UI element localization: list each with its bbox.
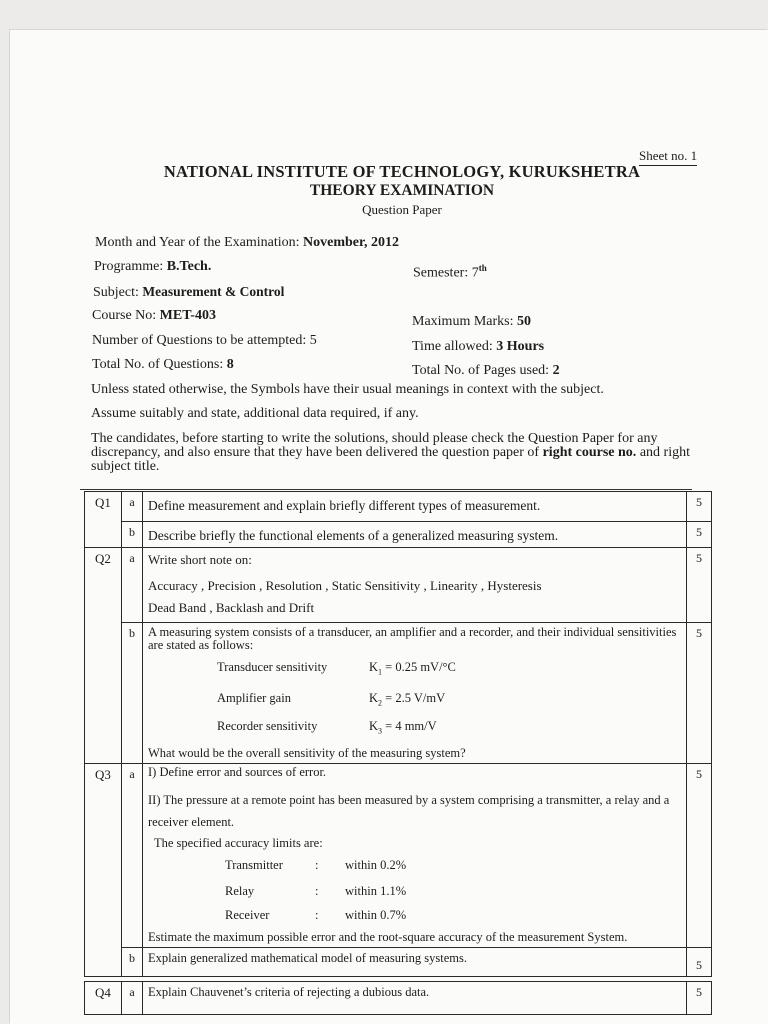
sensitivity-value <box>364 658 461 682</box>
table-row <box>85 492 712 522</box>
list-item <box>220 856 411 875</box>
accuracy-value: within 1.1% <box>345 883 407 898</box>
question-number: Q1 <box>85 492 122 548</box>
semester <box>413 263 487 282</box>
max-marks-label: Maximum Marks: <box>412 314 514 329</box>
element-name: Transmitter <box>225 857 283 872</box>
part-label: a <box>122 981 143 1014</box>
exam-month <box>95 235 399 251</box>
subject-label: Subject: <box>93 285 139 300</box>
question-table <box>84 491 712 1015</box>
question-text: Describe briefly the functional elements of a generalized measuring system. <box>143 522 687 548</box>
sensitivity-name: Transducer sensitivity <box>217 660 328 674</box>
attempt-label: Number of Questions to be attempted: <box>92 333 307 348</box>
instruction-assume: Assume suitably and state, additional data required, if any. <box>91 406 419 421</box>
exam-title: THEORY EXAMINATION <box>309 182 495 199</box>
question-line: A measuring system consists of a transducer, an amplifier and a recorder, and their individual sensitivities are stated as follows: <box>148 625 677 652</box>
question-number: Q3 <box>85 763 122 976</box>
exam-month-label: Month and Year of the Examination: <box>95 235 300 250</box>
question-number: Q2 <box>85 548 122 764</box>
value: = 2.5 V/mV <box>382 690 446 705</box>
course-label: Course No: <box>92 308 157 323</box>
sensitivity-table <box>212 658 461 741</box>
semester-sup: th <box>478 263 487 273</box>
attempt-value: 5 <box>309 333 317 348</box>
question-line: Write short note on: <box>148 552 252 567</box>
value: = 4 mm/V <box>382 719 437 733</box>
paper-subtitle: Question Paper <box>362 202 442 217</box>
part-label: b <box>122 522 143 548</box>
list-item <box>212 658 461 682</box>
course-no <box>92 308 216 324</box>
instruction-check <box>91 432 711 474</box>
course-value: MET-403 <box>159 308 216 323</box>
total-q-label: Total No. of Questions: <box>92 357 224 372</box>
programme-value: B.Tech. <box>166 259 212 274</box>
symbol-sub: 2 <box>378 698 383 707</box>
separator: : <box>315 857 319 872</box>
part-label: b <box>122 623 143 764</box>
exam-month-value: November, 2012 <box>303 235 399 250</box>
sheet-number: Sheet no. 1 <box>639 148 697 166</box>
symbol-sub: 1 <box>378 667 383 677</box>
question-line: Estimate the maximum possible error and the root-square accuracy of the measurement System. <box>148 929 628 944</box>
marks: 5 <box>687 763 712 947</box>
question-text <box>143 548 687 623</box>
total-pages <box>412 363 560 379</box>
instruction-check-bold: right course no. <box>542 445 637 460</box>
marks: 5 <box>687 522 712 548</box>
separator: : <box>315 883 319 898</box>
question-text: Define measurement and explain briefly different types of measurement. <box>143 492 687 522</box>
list-item <box>212 712 461 741</box>
semester-value: 7 <box>471 265 479 281</box>
question-line: II) The pressure at a remote point has been measured by a system comprising a transmitter, a relay and a receiver element. <box>148 792 670 829</box>
max-marks-value: 50 <box>517 314 531 329</box>
sensitivity-value <box>364 682 461 713</box>
table-row <box>85 763 712 947</box>
table-top-rule <box>80 489 692 490</box>
subject <box>93 284 284 301</box>
part-label: a <box>122 763 143 947</box>
total-q-value: 8 <box>226 357 234 372</box>
value: = 0.25 mV/°C <box>382 660 456 674</box>
pages-label: Total No. of Pages used: <box>412 363 550 378</box>
list-item <box>212 682 461 713</box>
instruction-check-tail: and right subject title. <box>91 445 690 474</box>
element-name: Relay <box>225 883 255 898</box>
maximum-marks <box>412 314 531 330</box>
table-row <box>85 548 712 623</box>
sensitivity-name: Amplifier gain <box>217 690 291 705</box>
subject-value: Measurement & Control <box>142 284 285 299</box>
marks: 5 <box>687 492 712 522</box>
total-questions <box>92 357 234 373</box>
question-text: Explain Chauvenet’s criteria of rejecting a dubious data. <box>143 981 687 1014</box>
question-line: The specified accuracy limits are: <box>154 835 323 850</box>
question-text <box>143 763 687 947</box>
question-line: What would be the overall sensitivity of the measuring system? <box>148 745 466 760</box>
sensitivity-value <box>364 712 461 741</box>
time-value: 3 Hours <box>496 339 545 354</box>
table-row <box>85 522 712 548</box>
separator: : <box>315 907 319 922</box>
sensitivity-name: Recorder sensitivity <box>217 719 318 733</box>
marks: 5 <box>687 981 712 1014</box>
instruction-symbols: Unless stated otherwise, the Symbols have their usual meanings in context with the subject. <box>91 382 604 397</box>
symbol: K <box>369 660 379 674</box>
part-label: a <box>122 492 143 522</box>
semester-label: Semester: <box>413 265 469 281</box>
table-row <box>85 947 712 976</box>
accuracy-table <box>220 856 411 925</box>
instruction-check-text: The candidates, before starting to write the solutions, should please check the Question Paper for any discrepancy, and also ensure that they have been delivered the question paper of <box>91 431 658 460</box>
question-text: Explain generalized mathematical model of measuring systems. <box>143 947 687 976</box>
element-name: Receiver <box>225 907 270 922</box>
part-label: a <box>122 548 143 623</box>
list-item <box>220 875 411 901</box>
question-text <box>143 623 687 764</box>
questions-to-attempt <box>92 333 317 349</box>
marks: 5 <box>687 947 712 976</box>
symbol: K <box>369 719 379 733</box>
time-label: Time allowed: <box>412 339 493 354</box>
pages-value: 2 <box>552 363 560 378</box>
question-number: Q4 <box>85 981 122 1014</box>
question-line: I) Define error and sources of error. <box>148 764 327 779</box>
marks: 5 <box>687 623 712 764</box>
accuracy-value: within 0.7% <box>345 907 407 922</box>
question-line: Accuracy , Precision , Resolution , Static Sensitivity , Linearity , Hysteresis <box>148 578 542 593</box>
institute-title: NATIONAL INSTITUTE OF TECHNOLOGY, KURUKSHETRA <box>163 162 641 181</box>
symbol-sub: 3 <box>378 726 383 736</box>
part-label: b <box>122 947 143 976</box>
marks: 5 <box>687 548 712 623</box>
accuracy-value: within 0.2% <box>345 857 407 872</box>
table-row <box>85 981 712 1014</box>
list-item <box>220 901 411 925</box>
programme <box>94 259 211 275</box>
table-row <box>85 623 712 764</box>
symbol: K <box>369 690 379 705</box>
programme-label: Programme: <box>94 259 164 274</box>
time-allowed <box>412 339 544 355</box>
question-line: Dead Band , Backlash and Drift <box>148 600 315 615</box>
